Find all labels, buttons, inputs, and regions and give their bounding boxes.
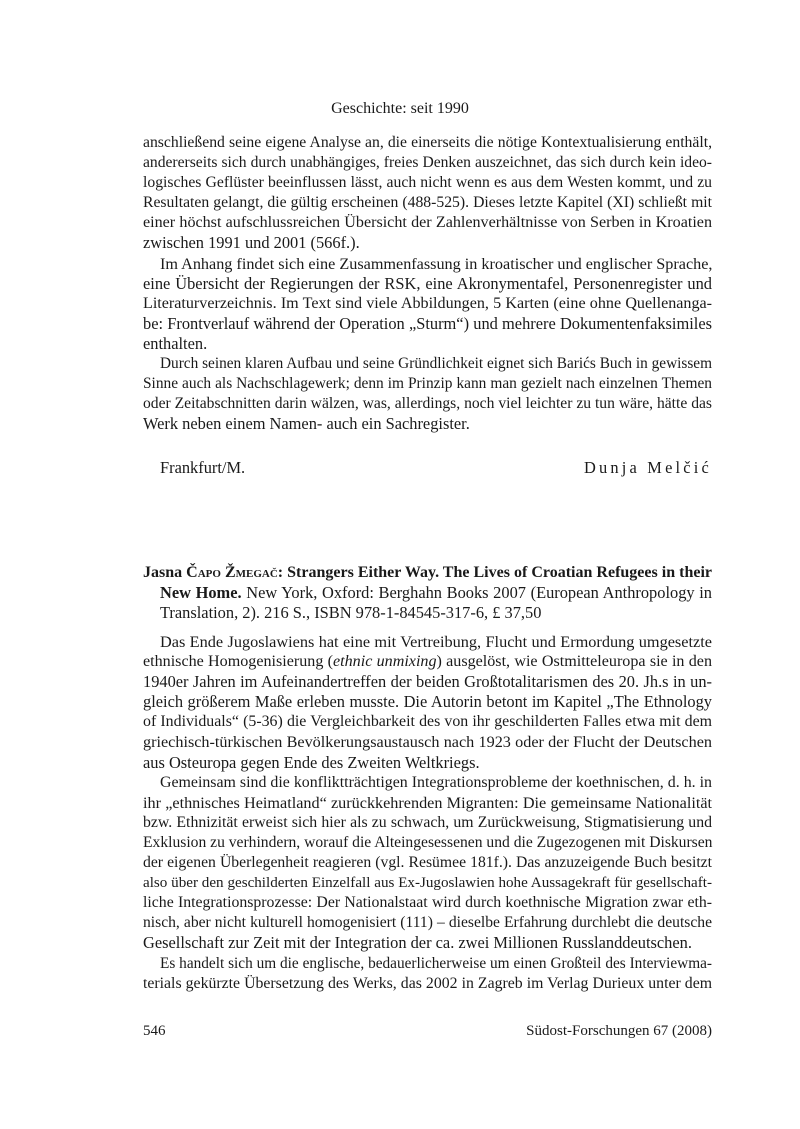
running-head: Geschichte: seit 1990	[331, 100, 469, 117]
signature-place: Frankfurt/M.	[160, 458, 246, 477]
text-line: Es handelt sich um die englische, bedauerlicherweise um einen Großteil des Interviewma-	[160, 954, 712, 972]
text-line: of Individuals“ (5-36) die Vergleichbarkeit des von ihr geschilderten Falles etwa mit dem	[143, 713, 712, 731]
page-number: 546	[143, 1023, 166, 1039]
heading-line	[143, 563, 712, 583]
text-line: Gesellschaft zur Zeit mit der Integration der ca. zwei Millionen Russlanddeutschen.	[143, 933, 692, 953]
signature-author: Dunja Melčić	[583, 458, 712, 477]
journal-citation: Südost-Forschungen 67 (2008)	[526, 1023, 712, 1039]
review-author-last: Čapo Žmegač	[186, 564, 278, 581]
review-publication-info: New York, Oxford: Berghahn Books 2007 (European Anthropology in	[241, 583, 712, 603]
text-line: eine Übersicht der Regierungen der RSK, eine Akronymentafel, Personenregister und	[143, 273, 712, 293]
text-fragment: ethnische Homogenisierung (	[143, 653, 334, 671]
text-line: nisch, aber nicht kulturell homogenisiert (111) – dieselbe Erfahrung durchlebt die deutsche	[143, 914, 712, 932]
text-line: also über den geschilderten Einzelfall aus Ex-Jugoslawien hohe Aussagekraft für gesellschaft-	[143, 875, 712, 892]
text-line: logisches Geflüster beeinflussen lässt, auch nicht wenn es aus dem Westen kommt, und zu	[143, 174, 712, 192]
text-line: be: Frontverlauf während der Operation „Sturm“) und mehrere Dokumentenfaksimiles	[143, 313, 712, 333]
text-fragment: ) ausgelöst, wie Ostmitteleuropa sie in den	[436, 653, 712, 671]
italic-term: ethnic unmixing	[333, 653, 437, 671]
text-line: Gemeinsam sind die konfliktträchtigen Integrationsprobleme der koethnischen, d. h. in	[160, 773, 712, 791]
text-line: terials gekürzte Übersetzung des Werks, das 2002 in Zagreb im Verlag Durieux unter dem	[143, 974, 712, 992]
text-line: anschließend seine eigene Analyse an, die einerseits die nötige Kontextualisierung enthält,	[143, 134, 712, 151]
text-line	[143, 652, 712, 672]
text-line: aus Osteuropa gegen Ende des Zweiten Weltkriegs.	[143, 752, 480, 772]
review-book-title-end: New Home.	[160, 583, 242, 603]
text-line: Das Ende Jugoslawiens hat eine mit Vertreibung, Flucht und Ermordung umgesetzte	[160, 632, 712, 651]
review-book-title: : Strangers Either Way. The Lives of Croatian Refugees in their	[277, 564, 712, 581]
text-line: griechisch-türkischen Bevölkerungsaustausch nach 1923 oder der Flucht der Deutschen	[143, 733, 712, 752]
text-line: bzw. Ethnizität erweist sich hier als zu schwach, um Zurückweisung, Stigmatisierung und	[143, 813, 712, 831]
text-line: 1940er Jahren im Aufeinandertreffen der beiden Großtotalitarismen des 20. Jh.s in un-	[143, 672, 712, 692]
review-body	[143, 632, 712, 994]
review-bibliographic-heading	[143, 563, 712, 623]
text-line: zwischen 1991 und 2001 (566f.).	[143, 233, 360, 253]
previous-review-text	[143, 133, 712, 434]
text-line: Werk neben einem Namen- auch ein Sachregister.	[143, 414, 470, 434]
text-line: Durch seinen klaren Aufbau und seine Gründlichkeit eignet sich Barićs Buch in gewissem	[160, 355, 712, 373]
text-line: liche Integrationsprozesse: Der Nationalstaat wird durch koethnische Migration zwar eth-	[143, 894, 712, 912]
text-line: Exklusion zu verhindern, worauf die Alteingesessenen und die Zugezogenen mit Diskursen	[143, 833, 713, 851]
text-line: der eigenen Überlegenheit reagieren (vgl. Resümee 181f.). Das anzuzeigende Buch besitzt	[143, 854, 712, 872]
heading-line	[143, 583, 712, 603]
review-publication-details: Translation, 2). 216 S., ISBN 978-1-84545-317-6, £ 37,50	[160, 603, 542, 623]
review-author-first: Jasna	[143, 564, 183, 581]
text-line: ihr „ethnisches Heimatland“ zurückkehrenden Migranten: Die gemeinsame Nationalität	[143, 793, 712, 812]
text-line: Sinne auch als Nachschlagewerk; denn im Prinzip kann man gezielt nach einzelnen Themen	[143, 375, 712, 393]
text-line: Resultaten gelangt, die gültig erscheinen (488-525). Dieses letzte Kapitel (XI) schließt mit	[143, 194, 712, 212]
text-line: andererseits sich durch unabhängiges, freies Denken auszeichnet, das sich durch kein ideo-	[143, 154, 712, 172]
text-line: gleich größerem Maße erleben musste. Die Autorin betont im Kapitel „The Ethnology	[143, 692, 712, 712]
text-line: Im Anhang findet sich eine Zusammenfassung in kroatischer und englischer Sprache,	[160, 254, 713, 273]
text-line: enthalten.	[143, 333, 208, 353]
text-line: Literaturverzeichnis. Im Text sind viele Abbildungen, 5 Karten (eine ohne Quellenanga-	[143, 294, 712, 312]
text-line: einer höchst aufschlussreichen Übersicht der Zahlenverhältnisse von Serben in Kroatien	[143, 214, 712, 232]
text-line: oder Zeitabschnitten darin wälzen, was, allerdings, noch viel leichter zu tun wäre, hätte das	[143, 395, 712, 413]
